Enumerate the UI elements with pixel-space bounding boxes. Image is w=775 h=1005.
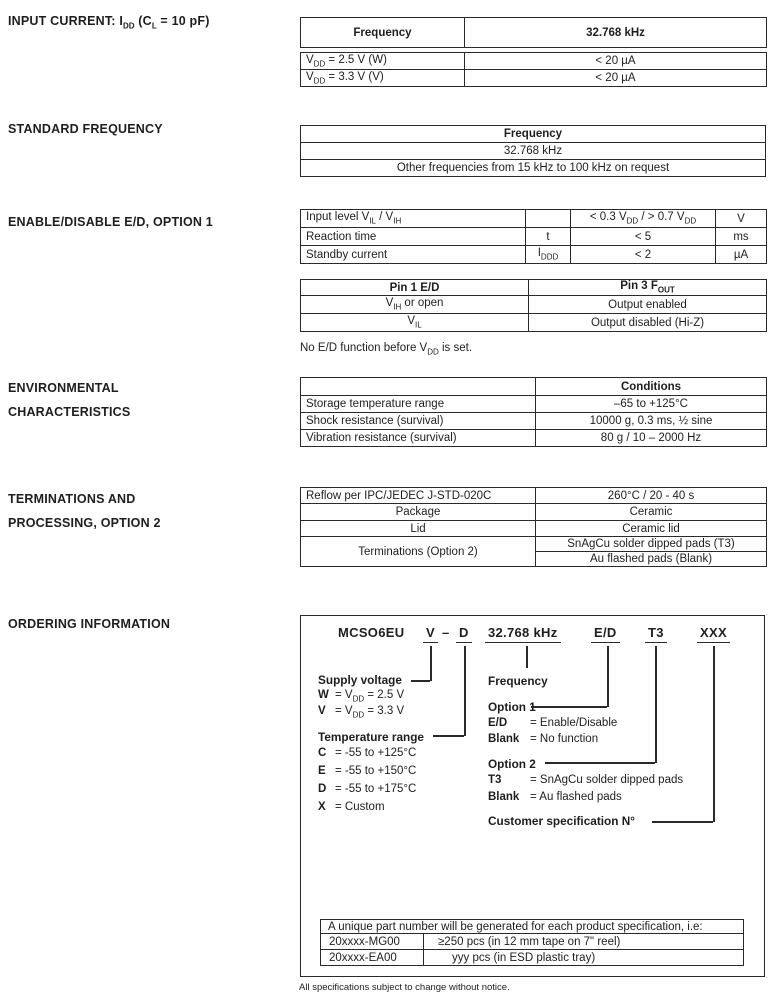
option1-entry <box>488 717 617 729</box>
temperature-range-entry <box>318 765 416 777</box>
table-row <box>301 18 767 48</box>
table-row <box>301 143 766 160</box>
entry-value: = -55 to +150°C <box>335 765 417 777</box>
table-cell: < 20 µA <box>465 53 767 70</box>
frequency-label: Frequency <box>488 674 548 688</box>
table-cell: $V_{DD} = 2.5$ V (W) <box>301 53 465 70</box>
entry-key: Blank <box>488 791 520 803</box>
entry-value: = No function <box>530 733 599 745</box>
connector-line-temp-h <box>433 735 464 737</box>
table-cell: $V_{DD} = 3.3$ V (V) <box>301 70 465 87</box>
table-row <box>301 246 767 264</box>
table-cell: Input level $V_{IL} / V_{IH}$ <box>301 210 526 228</box>
part-number-base: MCSO6EU <box>338 625 405 640</box>
connector-line-frequency <box>526 646 528 668</box>
table-row <box>301 378 767 396</box>
table-cell: 260°C / 20 - 40 s <box>536 488 767 504</box>
table-cell <box>301 378 536 396</box>
entry-value: = $V_{DD} = 3.3$ V <box>335 705 405 720</box>
table-row <box>301 53 767 70</box>
temperature-range-entry <box>318 747 416 759</box>
enable-disable-pin-table <box>300 279 767 332</box>
option1-entry <box>488 733 598 745</box>
entry-value: = Au flashed pads <box>530 791 622 803</box>
section-heading-environmental-line2: CHARACTERISTICS <box>8 405 131 419</box>
entry-key: V <box>318 705 326 717</box>
part-number-option1-code: E/D <box>591 625 620 643</box>
customer-spec-label: Customer specification N° <box>488 814 635 828</box>
table-cell: 32.768 kHz <box>301 143 766 160</box>
enable-disable-note: No E/D function before $V_{DD}$ is set. <box>300 342 473 357</box>
part-number-dash: – <box>442 625 450 640</box>
connector-line-temp <box>464 646 466 736</box>
part-number-option2-code: T3 <box>645 625 667 643</box>
entry-value: = -55 to +125°C <box>335 747 417 759</box>
table-row <box>301 126 766 143</box>
table-cell: Ceramic <box>536 504 767 521</box>
part-number-temp-code: D <box>456 625 472 643</box>
entry-key: W <box>318 689 329 701</box>
table-cell: Shock resistance (survival) <box>301 413 536 430</box>
table-cell: Output disabled (Hi-Z) <box>529 314 767 332</box>
entry-key: C <box>318 747 327 759</box>
supply-voltage-entry <box>318 689 404 703</box>
table-row <box>301 521 767 537</box>
table-row <box>301 314 767 332</box>
option1-label: Option 1 <box>488 700 536 714</box>
entry-value: = Custom <box>335 801 385 813</box>
table-row <box>301 488 767 504</box>
connector-line-option1-h <box>531 706 607 708</box>
table-cell: Frequency <box>301 18 465 48</box>
table-cell: Pin 3 $F_{OUT}$ <box>529 280 767 296</box>
temperature-range-entry <box>318 783 416 795</box>
option2-entry <box>488 791 622 803</box>
connector-line-option2 <box>655 646 657 763</box>
table-cell: Output enabled <box>529 296 767 314</box>
section-heading-ordering: ORDERING INFORMATION <box>8 617 171 631</box>
table-cell: $V_{IL}$ <box>301 314 529 332</box>
table-cell: $V_{IH}$ or open <box>301 296 529 314</box>
input-current-table-body <box>300 52 767 87</box>
table-cell: 20xxxx-EA00 <box>321 950 424 966</box>
table-cell: ms <box>716 228 767 246</box>
table-row <box>321 934 744 950</box>
entry-key: E <box>318 765 326 777</box>
table-cell: A unique part number will be generated for each product specification, i.e: <box>321 920 744 934</box>
table-cell: Terminations (Option 2) <box>301 537 536 567</box>
unique-part-number-table <box>320 919 744 966</box>
entry-value: = SnAgCu solder dipped pads <box>530 774 684 786</box>
table-cell: Frequency <box>301 126 766 143</box>
connector-line-customer-spec-h <box>652 821 713 823</box>
table-row <box>301 430 767 447</box>
table-row <box>301 210 767 228</box>
table-cell: 10000 g, 0.3 ms, ½ sine <box>536 413 767 430</box>
part-number-supply-code: V <box>423 625 438 643</box>
table-cell: Package <box>301 504 536 521</box>
table-cell: < 2 <box>571 246 716 264</box>
table-cell: $I_{DDD}$ <box>526 246 571 264</box>
terminations-table <box>300 487 767 567</box>
connector-line-option1 <box>607 646 609 707</box>
entry-value: = -55 to +175°C <box>335 783 417 795</box>
table-cell: Reaction time <box>301 228 526 246</box>
connector-line-supply <box>430 646 432 681</box>
table-row <box>301 228 767 246</box>
environmental-table <box>300 377 767 447</box>
option2-entry <box>488 774 683 786</box>
connector-line-supply-h <box>411 680 430 682</box>
table-row <box>301 296 767 314</box>
table-cell: ≥250 pcs (in 12 mm tape on 7" reel) <box>424 934 744 950</box>
section-heading-standard-frequency: STANDARD FREQUENCY <box>8 122 163 136</box>
section-heading-environmental-line1: ENVIRONMENTAL <box>8 381 119 395</box>
input-current-table-header <box>300 17 767 48</box>
table-cell: < 0.3 $V_{DD}$ / > 0.7 $V_{DD}$ <box>571 210 716 228</box>
table-cell: Conditions <box>536 378 767 396</box>
table-cell: –65 to +125°C <box>536 396 767 413</box>
table-cell: < 5 <box>571 228 716 246</box>
section-heading-terminations-line2: PROCESSING, OPTION 2 <box>8 516 161 530</box>
table-cell: Vibration resistance (survival) <box>301 430 536 447</box>
table-cell: Pin 1 E/D <box>301 280 529 296</box>
entry-key: E/D <box>488 717 508 729</box>
connector-line-customer-spec <box>713 646 715 822</box>
entry-key: D <box>318 783 327 795</box>
entry-key: X <box>318 801 326 813</box>
table-cell: Standby current <box>301 246 526 264</box>
table-cell <box>526 210 571 228</box>
table-row <box>301 160 766 177</box>
standard-frequency-table <box>300 125 766 177</box>
table-row <box>301 537 767 552</box>
section-heading-terminations-line1: TERMINATIONS AND <box>8 492 136 506</box>
table-row <box>301 280 767 296</box>
table-row <box>301 504 767 521</box>
table-cell: Other frequencies from 15 kHz to 100 kHz on request <box>301 160 766 177</box>
connector-line-option2-h <box>545 762 655 764</box>
table-cell: SnAgCu solder dipped pads (T3) <box>536 537 767 552</box>
table-cell: 20xxxx-MG00 <box>321 934 424 950</box>
table-row <box>301 396 767 413</box>
table-cell: V <box>716 210 767 228</box>
enable-disable-spec-table <box>300 209 767 264</box>
table-cell: 32.768 kHz <box>465 18 767 48</box>
table-cell: Lid <box>301 521 536 537</box>
table-cell: Ceramic lid <box>536 521 767 537</box>
supply-voltage-label: Supply voltage <box>318 673 402 687</box>
table-row <box>301 70 767 87</box>
entry-key: Blank <box>488 733 520 745</box>
temperature-range-label: Temperature range <box>318 730 424 744</box>
table-cell: < 20 µA <box>465 70 767 87</box>
table-cell: Au flashed pads (Blank) <box>536 552 767 567</box>
supply-voltage-entry <box>318 705 404 719</box>
table-row <box>301 413 767 430</box>
entry-key: T3 <box>488 774 502 786</box>
table-cell: µA <box>716 246 767 264</box>
temperature-range-entry <box>318 801 385 813</box>
section-heading-enable-disable: ENABLE/DISABLE E/D, OPTION 1 <box>8 215 213 229</box>
table-cell: yyy pcs (in ESD plastic tray) <box>424 950 744 966</box>
table-cell: 80 g / 10 – 2000 Hz <box>536 430 767 447</box>
table-cell: t <box>526 228 571 246</box>
option2-label: Option 2 <box>488 757 536 771</box>
table-cell: Storage temperature range <box>301 396 536 413</box>
part-number-frequency: 32.768 kHz <box>485 625 561 643</box>
table-row <box>321 920 744 934</box>
table-cell: Reflow per IPC/JEDEC J-STD-020C <box>301 488 536 504</box>
section-heading-input-current: INPUT CURRENT: $I_{DD}$ ($C_L = 10$ pF) <box>8 14 210 31</box>
footnote: All specifications subject to change without notice. <box>299 982 510 993</box>
table-row <box>321 950 744 966</box>
part-number-custom-code: XXX <box>697 625 730 643</box>
entry-value: = $V_{DD} = 2.5$ V <box>335 689 405 704</box>
entry-value: = Enable/Disable <box>530 717 618 729</box>
